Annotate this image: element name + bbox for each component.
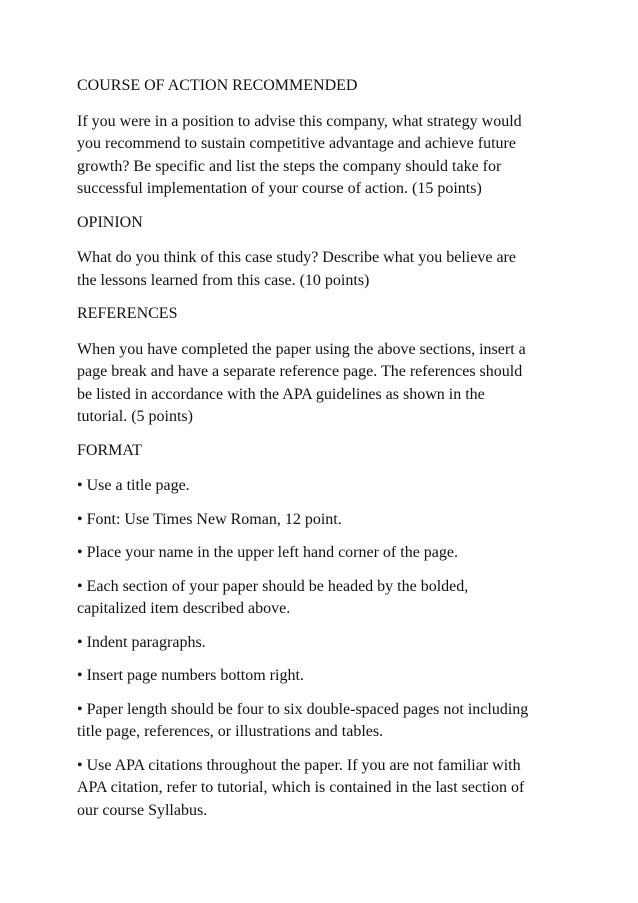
text-line: title page, references, or illustrations and tables. — [77, 723, 384, 740]
bullet-indent — [77, 632, 567, 655]
text-line: When you have completed the paper using the above sections, insert a — [77, 340, 526, 358]
bullet-title-page — [77, 475, 567, 498]
heading-text: OPINION — [77, 213, 143, 231]
document-page — [77, 75, 567, 833]
text-line: What do you think of this case study? Describe what you believe are — [77, 249, 516, 266]
heading-text: FORMAT — [77, 441, 142, 459]
section-heading-course-of-action — [77, 75, 567, 98]
text-line: be listed in accordance with the APA guidelines as shown in the — [77, 385, 485, 403]
text-line: If you were in a position to advise this company, what strategy would — [77, 112, 522, 130]
heading-text: COURSE OF ACTION RECOMMENDED — [77, 77, 358, 94]
text-line: successful implementation of your course of action. (15 points) — [77, 180, 482, 197]
text-line: • Indent paragraphs. — [77, 633, 206, 651]
text-line: the lessons learned from this case. (10 points) — [77, 271, 370, 289]
text-line: • Use a title page. — [77, 477, 190, 494]
text-line: • Paper length should be four to six double-spaced pages not including — [77, 700, 529, 718]
section-heading-format — [77, 440, 567, 463]
text-line: our course Syllabus. — [77, 801, 208, 819]
bullet-section-headings — [77, 576, 567, 621]
text-line: capitalized item described above. — [77, 600, 291, 617]
bullet-font — [77, 509, 567, 532]
section-heading-opinion — [77, 212, 567, 235]
bullet-apa-citations — [77, 755, 567, 823]
text-line: APA citation, refer to tutorial, which is contained in the last section of — [77, 779, 525, 796]
bullet-page-numbers — [77, 665, 567, 688]
text-line: • Font: Use Times New Roman, 12 point. — [77, 510, 342, 528]
text-line: you recommend to sustain competitive advantage and achieve future — [77, 135, 516, 152]
bullet-paper-length — [77, 699, 567, 744]
text-line: • Insert page numbers bottom right. — [77, 667, 304, 684]
text-line: tutorial. (5 points) — [77, 408, 193, 425]
text-line: • Each section of your paper should be headed by the bolded, — [77, 577, 469, 595]
text-line: page break and have a separate reference page. The references should — [77, 363, 523, 380]
text-line: growth? Be specific and list the steps the company should take for — [77, 157, 502, 175]
paragraph-references — [77, 339, 567, 429]
text-line: • Use APA citations throughout the paper. If you are not familiar with — [77, 756, 521, 774]
heading-text: REFERENCES — [77, 305, 178, 322]
bullet-name-placement — [77, 542, 567, 565]
section-heading-references — [77, 303, 567, 326]
text-line: • Place your name in the upper left hand corner of the page. — [77, 544, 459, 561]
paragraph-opinion — [77, 247, 567, 292]
paragraph-course-of-action — [77, 111, 567, 201]
